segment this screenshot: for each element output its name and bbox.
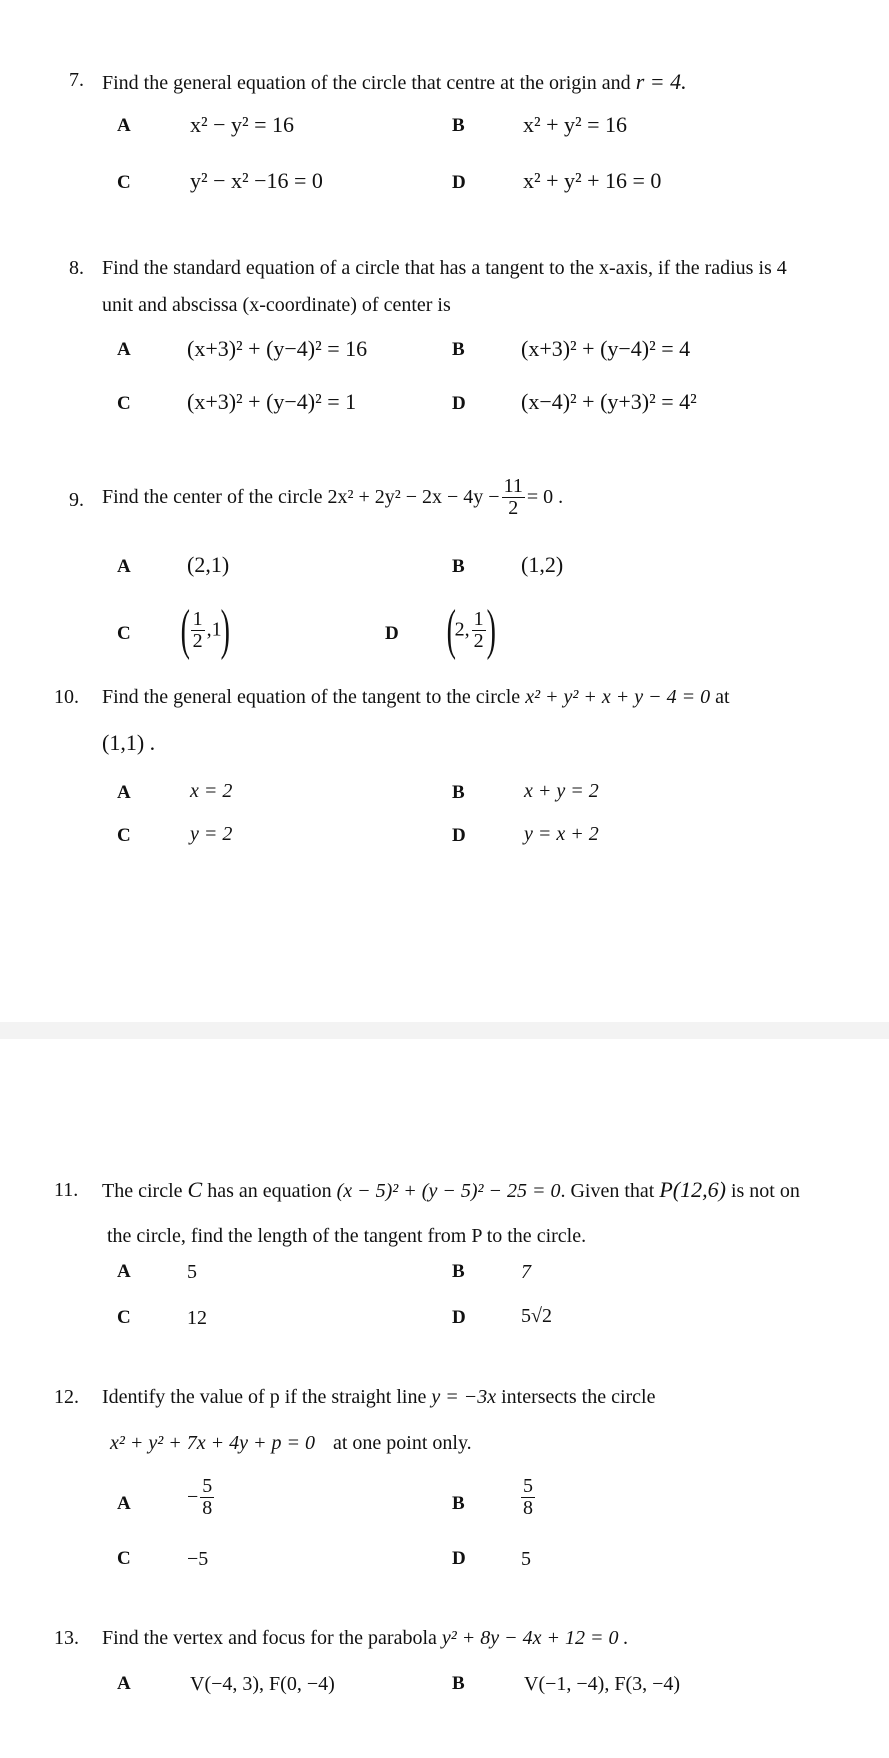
question-stem: Identify the value of p if the straight line y = −3x intersects the circle <box>102 1386 656 1408</box>
option-label: D <box>452 825 466 846</box>
option-label: B <box>452 556 465 577</box>
question-stem: Find the general equation of the tangent to the circle x² + y² + x + y − 4 = 0 at <box>102 686 730 708</box>
question-number: 12. <box>54 1386 79 1408</box>
option-label: A <box>117 556 131 577</box>
option-text: x = 2 <box>190 780 233 802</box>
page-separator <box>0 1022 889 1039</box>
option-text: (1,2) <box>521 552 564 577</box>
option-text: y = 2 <box>190 823 233 845</box>
option-label: B <box>452 1493 465 1514</box>
option-label: C <box>117 825 131 846</box>
option-fraction: ( $\frac{1}{2}$ ,1) <box>180 599 230 661</box>
option-label: C <box>117 623 131 644</box>
option-label: A <box>117 1673 131 1694</box>
option-fraction: $\frac{5}{8}$ <box>523 1475 533 1519</box>
option-text: y² − x² −16 = 0 <box>190 168 323 193</box>
question-number: 8. <box>69 257 84 279</box>
option-text: V(−4, 3), F(0, −4) <box>190 1673 335 1695</box>
option-label: D <box>385 623 399 644</box>
option-label: C <box>117 1307 131 1328</box>
option-label: A <box>117 1493 131 1514</box>
option-text: 7 <box>521 1261 531 1283</box>
option-text: (x+3)² + (y−4)² = 16 <box>187 336 368 361</box>
option-text: −5 <box>187 1548 209 1570</box>
option-label: C <box>117 172 131 193</box>
option-text: y = x + 2 <box>524 823 599 845</box>
question-stem-line-2: x² + y² + 7x + 4y + p = 0 at one point only. <box>110 1432 472 1454</box>
option-fraction: − $\frac{5}{8}$ <box>187 1475 213 1519</box>
option-text: 5√2 <box>521 1305 552 1327</box>
option-text: V(−1, −4), F(3, −4) <box>524 1673 681 1695</box>
question-stem-line-2: the circle, find the length of the tangent from P to the circle. <box>107 1225 587 1247</box>
question-number: 7. <box>69 69 84 91</box>
question-number: 13. <box>54 1627 79 1649</box>
option-text: x + y = 2 <box>524 780 599 802</box>
question-stem: Find the center of the circle 2x² + 2y² − 2x − 4y − $\frac{11}{2}$ = 0 . <box>102 475 564 519</box>
option-label: B <box>452 1673 465 1694</box>
option-label: C <box>117 393 131 414</box>
option-label: A <box>117 115 131 136</box>
question-stem-line-2: (1,1) . <box>102 730 156 755</box>
option-text: x² + y² = 16 <box>523 112 628 137</box>
question-number: 9. <box>69 489 84 511</box>
option-fraction: (2, $\frac{1}{2}$ ) <box>446 599 496 661</box>
question-stem: Find the standard equation of a circle that has a tangent to the x-axis, if the radius is 4 <box>102 257 787 279</box>
option-label: D <box>452 393 466 414</box>
option-text: 5 <box>187 1261 197 1283</box>
question-number: 10. <box>54 686 79 708</box>
question-stem-line-2: unit and abscissa (x-coordinate) of center is <box>102 294 451 316</box>
option-text: 5 <box>521 1548 531 1570</box>
option-text: 12 <box>187 1307 207 1329</box>
question-stem: The circle C has an equation (x − 5)² + (y − 5)² − 25 = 0. Given that P(12,6) is not on <box>102 1177 800 1202</box>
option-text: x² − y² = 16 <box>190 112 295 137</box>
option-label: B <box>452 339 465 360</box>
option-label: A <box>117 339 131 360</box>
option-label: D <box>452 172 466 193</box>
page-2 <box>0 1039 889 1758</box>
option-text: (x+3)² + (y−4)² = 1 <box>187 389 357 414</box>
option-label: A <box>117 782 131 803</box>
option-text: x² + y² + 16 = 0 <box>523 168 662 193</box>
option-label: C <box>117 1548 131 1569</box>
option-text: (2,1) <box>187 552 230 577</box>
option-label: B <box>452 782 465 803</box>
option-label: D <box>452 1548 466 1569</box>
option-label: D <box>452 1307 466 1328</box>
question-number: 11. <box>54 1179 79 1201</box>
option-text: (x+3)² + (y−4)² = 4 <box>521 336 691 361</box>
option-label: A <box>117 1261 131 1282</box>
option-label: B <box>452 115 465 136</box>
option-text: (x−4)² + (y+3)² = 4² <box>521 389 697 414</box>
question-stem: Find the general equation of the circle that centre at the origin and r = 4. <box>102 69 687 94</box>
option-label: B <box>452 1261 465 1282</box>
question-stem: Find the vertex and focus for the parabola y² + 8y − 4x + 12 = 0 . <box>102 1627 629 1649</box>
